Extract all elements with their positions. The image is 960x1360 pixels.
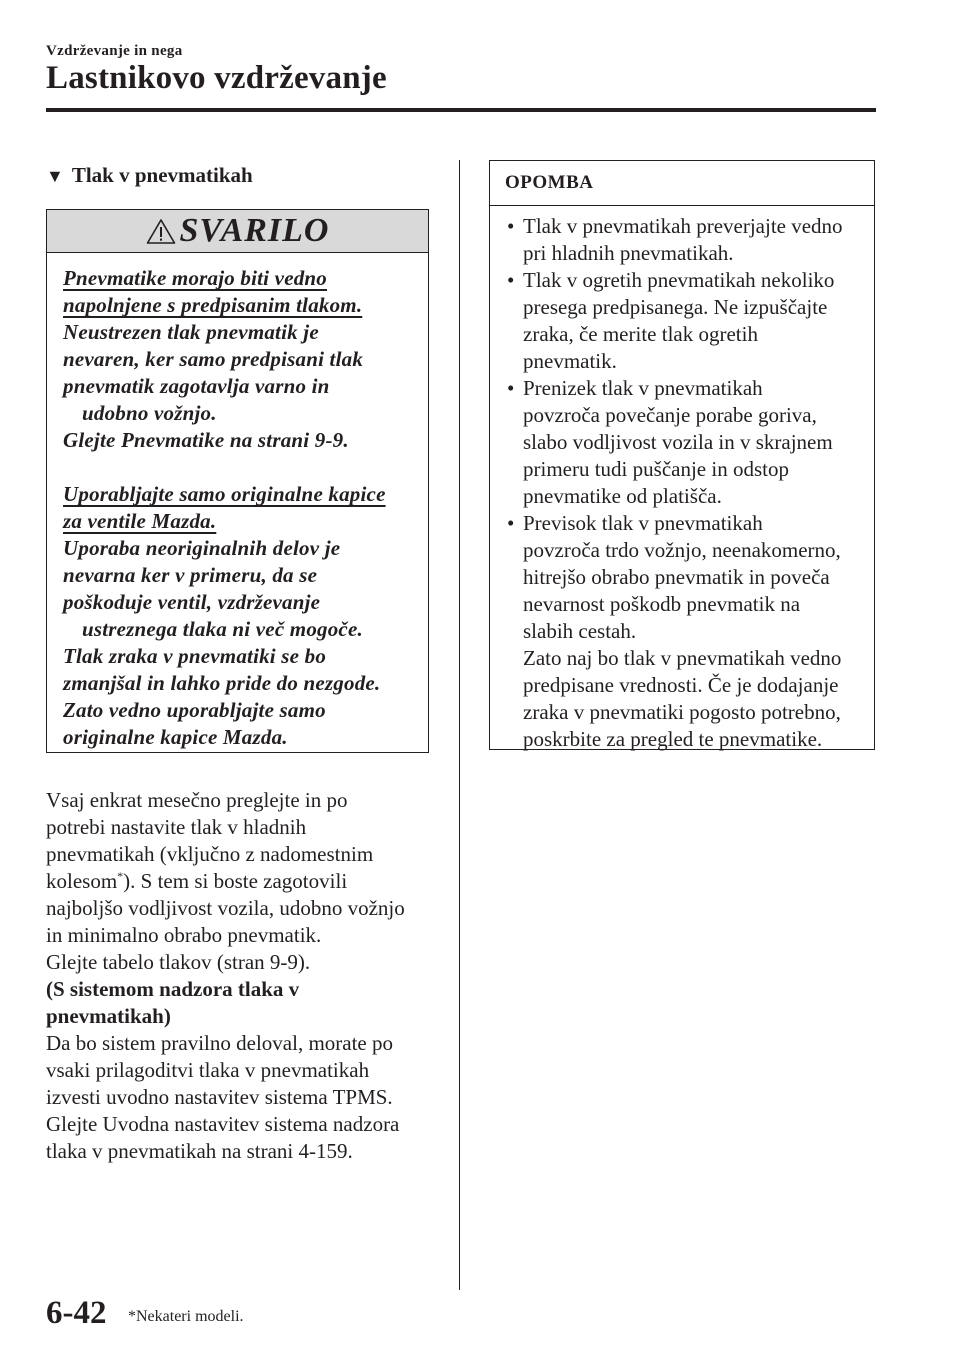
- section-label: Vzdrževanje in nega: [46, 43, 183, 59]
- footnote-marker: *: [117, 869, 124, 883]
- body-text: [46, 787, 446, 1165]
- warning-text-line: Glejte Pnevmatike na strani 9-9.: [63, 428, 349, 452]
- warning-text-line: udobno vožnjo.: [82, 401, 217, 425]
- column-divider: [459, 160, 460, 1290]
- footnote: *Nekateri modeli.: [128, 1308, 244, 1325]
- note-line: primeru tudi puščanje in odstop: [523, 457, 789, 481]
- note-line: povzroča povečanje porabe goriva,: [523, 403, 817, 427]
- warning-text-line: Neustrezen tlak pnevmatik je: [63, 320, 319, 344]
- note-line: pri hladnih pnevmatikah.: [523, 241, 734, 265]
- body-line: in minimalno obrabo pnevmatik.: [46, 923, 322, 947]
- warning-text-line: Pnevmatike morajo biti vedno: [63, 266, 327, 290]
- note-line: nevarnost poškodb pnevmatik na: [523, 592, 801, 616]
- bullet-icon: •: [507, 376, 515, 400]
- body-line: Vsaj enkrat mesečno preglejte in po: [46, 788, 348, 812]
- header-rule: [46, 108, 876, 112]
- body-subheading: pnevmatikah): [46, 1004, 171, 1028]
- note-line: Previsok tlak v pnevmatikah: [523, 511, 763, 535]
- body-line: najboljšo vodljivost vozila, udobno vožnjo: [46, 896, 405, 920]
- warning-header: [47, 210, 428, 253]
- warning-text-line: poškoduje ventil, vzdrževanje: [63, 590, 321, 614]
- note-line: Prenizek tlak v pnevmatikah: [523, 376, 763, 400]
- note-item: [504, 510, 866, 753]
- bullet-icon: •: [507, 214, 515, 238]
- note-line: slabih cestah.: [523, 619, 637, 643]
- note-item: [504, 375, 866, 510]
- warning-text-line: Uporabljajte samo originalne kapice: [63, 482, 386, 506]
- warning-text-line: nevaren, ker samo predpisani tlak: [63, 347, 364, 371]
- warning-text-line: napolnjene s predpisanim tlakom.: [63, 293, 363, 317]
- warning-text-line: pnevmatik zagotavlja varno in: [63, 374, 330, 398]
- section-heading-text: Tlak v pnevmatikah: [71, 163, 253, 187]
- triangle-marker-icon: ▼: [46, 166, 64, 186]
- warning-text-line: Tlak zraka v pnevmatiki se bo: [63, 644, 327, 668]
- body-line: Glejte Uvodna nastavitev sistema nadzora: [46, 1112, 400, 1136]
- note-line: pnevmatike od platišča.: [523, 484, 722, 508]
- warning-body: [47, 253, 428, 751]
- note-line: pnevmatik.: [523, 349, 617, 373]
- warning-text-line: zmanjšal in lahko pride do nezgode.: [63, 671, 381, 695]
- note-line: Zato naj bo tlak v pnevmatikah vedno: [523, 646, 842, 670]
- body-line: Da bo sistem pravilno deloval, morate po: [46, 1031, 394, 1055]
- note-line: povzroča trdo vožnjo, neenakomerno,: [523, 538, 841, 562]
- section-heading: [46, 163, 253, 188]
- note-line: presega predpisanega. Ne izpuščajte: [523, 295, 828, 319]
- body-line: vsaki prilagoditvi tlaka v pnevmatikah: [46, 1058, 370, 1082]
- body-line: kolesom*). S tem si boste zagotovili: [46, 869, 348, 893]
- note-item: [504, 213, 866, 267]
- warning-text-line: Uporaba neoriginalnih delov je: [63, 536, 341, 560]
- body-line: izvesti uvodno nastavitev sistema TPMS.: [46, 1085, 393, 1109]
- note-line: hitrejšo obrabo pnevmatik in poveča: [523, 565, 830, 589]
- note-box: [489, 160, 875, 750]
- paragraph-gap: [63, 454, 418, 481]
- warning-text-line: Zato vedno uporabljajte samo: [63, 698, 326, 722]
- page-number: 6-42: [46, 1295, 107, 1331]
- body-line: potrebi nastavite tlak v hladnih: [46, 815, 307, 839]
- warning-triangle-icon: [146, 218, 176, 245]
- note-line: zraka v pnevmatiki pogosto potrebno,: [523, 700, 841, 724]
- bullet-icon: •: [507, 511, 515, 535]
- note-line: Tlak v pnevmatikah preverjajte vedno: [523, 214, 843, 238]
- note-line: slabo vodljivost vozila in v skrajnem: [523, 430, 833, 454]
- chapter-title: Lastnikovo vzdrževanje: [46, 60, 387, 96]
- warning-title: SVARILO: [179, 212, 330, 249]
- warning-text-line: za ventile Mazda.: [63, 509, 217, 533]
- body-line: pnevmatikah (vključno z nadomestnim: [46, 842, 374, 866]
- note-line: Tlak v ogretih pnevmatikah nekoliko: [523, 268, 835, 292]
- body-subheading: (S sistemom nadzora tlaka v: [46, 977, 300, 1001]
- note-line: predpisane vrednosti. Če je dodajanje: [523, 673, 839, 697]
- note-item: [504, 267, 866, 375]
- note-title: OPOMBA: [490, 161, 874, 206]
- note-line: zraka, če merite tlak ogretih: [523, 322, 758, 346]
- body-line: Glejte tabelo tlakov (stran 9-9).: [46, 950, 311, 974]
- warning-text-line: ustreznega tlaka ni več mogoče.: [82, 617, 363, 641]
- bullet-icon: •: [507, 268, 515, 292]
- warning-box: [46, 209, 429, 753]
- warning-text-line: originalne kapice Mazda.: [63, 725, 288, 749]
- warning-text-line: nevarna ker v primeru, da se: [63, 563, 318, 587]
- note-line: poskrbite za pregled te pnevmatike.: [523, 727, 823, 751]
- note-body: [490, 206, 874, 753]
- body-line: tlaka v pnevmatikah na strani 4-159.: [46, 1139, 353, 1163]
